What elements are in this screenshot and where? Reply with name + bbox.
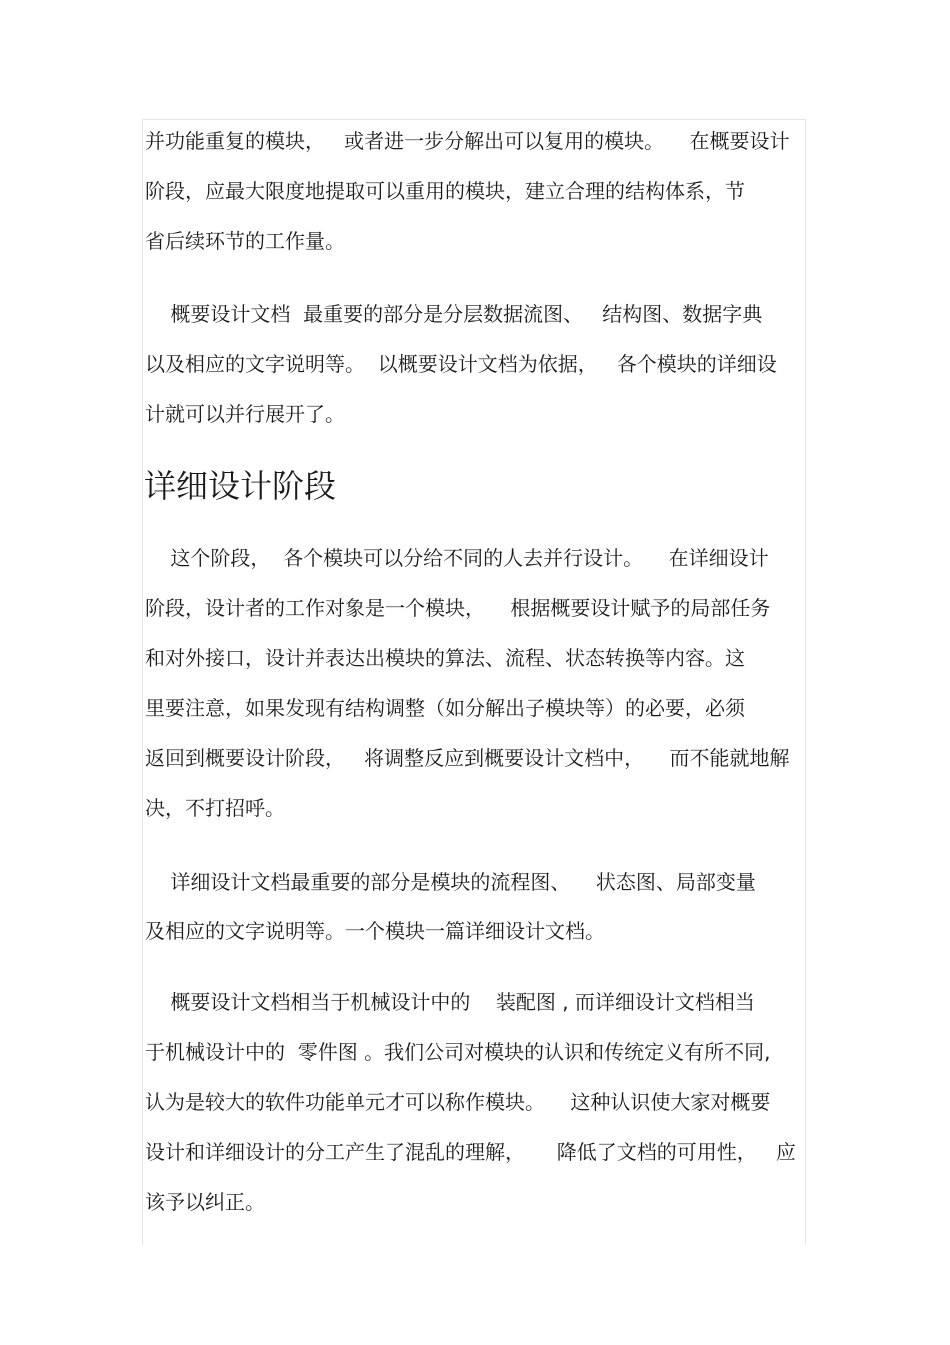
paragraph-1-line-3: 省后续环节的工作量。 <box>145 229 345 253</box>
paragraph-3-line-2: 阶段，设计者的工作对象是一个模块， 根据概要设计赋予的局部任务 <box>145 596 771 620</box>
paragraph-3-line-5: 返回到概要设计阶段， 将调整反应到概要设计文档中， 而不能就地解 <box>145 746 790 770</box>
paragraph-5-line-4: 设计和详细设计的分工产生了混乱的理解， 降低了文档的可用性， 应 <box>145 1140 796 1164</box>
paragraph-5-line-2: 于机械设计中的 零件图 。我们公司对模块的认识和传统定义有所不同, <box>145 1040 771 1064</box>
paragraph-2-line-2: 以及相应的文字说明等。 以概要设计文档为依据， 各个模块的详细设 <box>145 352 777 376</box>
paragraph-1-line-1: 并功能重复的模块， 或者进一步分解出可以复用的模块。 在概要设计 <box>145 129 790 153</box>
paragraph-3-line-3: 和对外接口，设计并表达出模块的算法、流程、状态转换等内容。这 <box>145 646 745 670</box>
paragraph-3-line-1: 这个阶段， 各个模块可以分给不同的人去并行设计。 在详细设计 <box>145 546 769 570</box>
paragraph-4-line-1: 详细设计文档最重要的部分是模块的流程图、 状态图、局部变量 <box>145 870 756 894</box>
paragraph-3-line-6: 决，不打招呼。 <box>145 796 285 820</box>
paragraph-1-line-2: 阶段，应最大限度地提取可以重用的模块，建立合理的结构体系，节 <box>145 179 745 203</box>
paragraph-2-line-1: 概要设计文档 最重要的部分是分层数据流图、 结构图、数据字典 <box>145 302 763 326</box>
paragraph-3-line-4: 里要注意，如果发现有结构调整（如分解出子模块等）的必要，必须 <box>145 696 745 720</box>
paragraph-4-line-2: 及相应的文字说明等。一个模块一篇详细设计文档。 <box>145 919 605 943</box>
paragraph-2-line-3: 计就可以并行展开了。 <box>145 402 345 426</box>
paragraph-5-line-3: 认为是较大的软件功能单元才可以称作模块。 这种认识使大家对概要 <box>145 1090 771 1114</box>
paragraph-5-line-5: 该予以纠正。 <box>145 1190 265 1214</box>
page-frame <box>142 119 806 1245</box>
section-heading: 详细设计阶段 <box>144 467 337 505</box>
paragraph-5-line-1: 概要设计文档相当于机械设计中的 装配图 , 而详细设计文档相当 <box>145 990 755 1014</box>
